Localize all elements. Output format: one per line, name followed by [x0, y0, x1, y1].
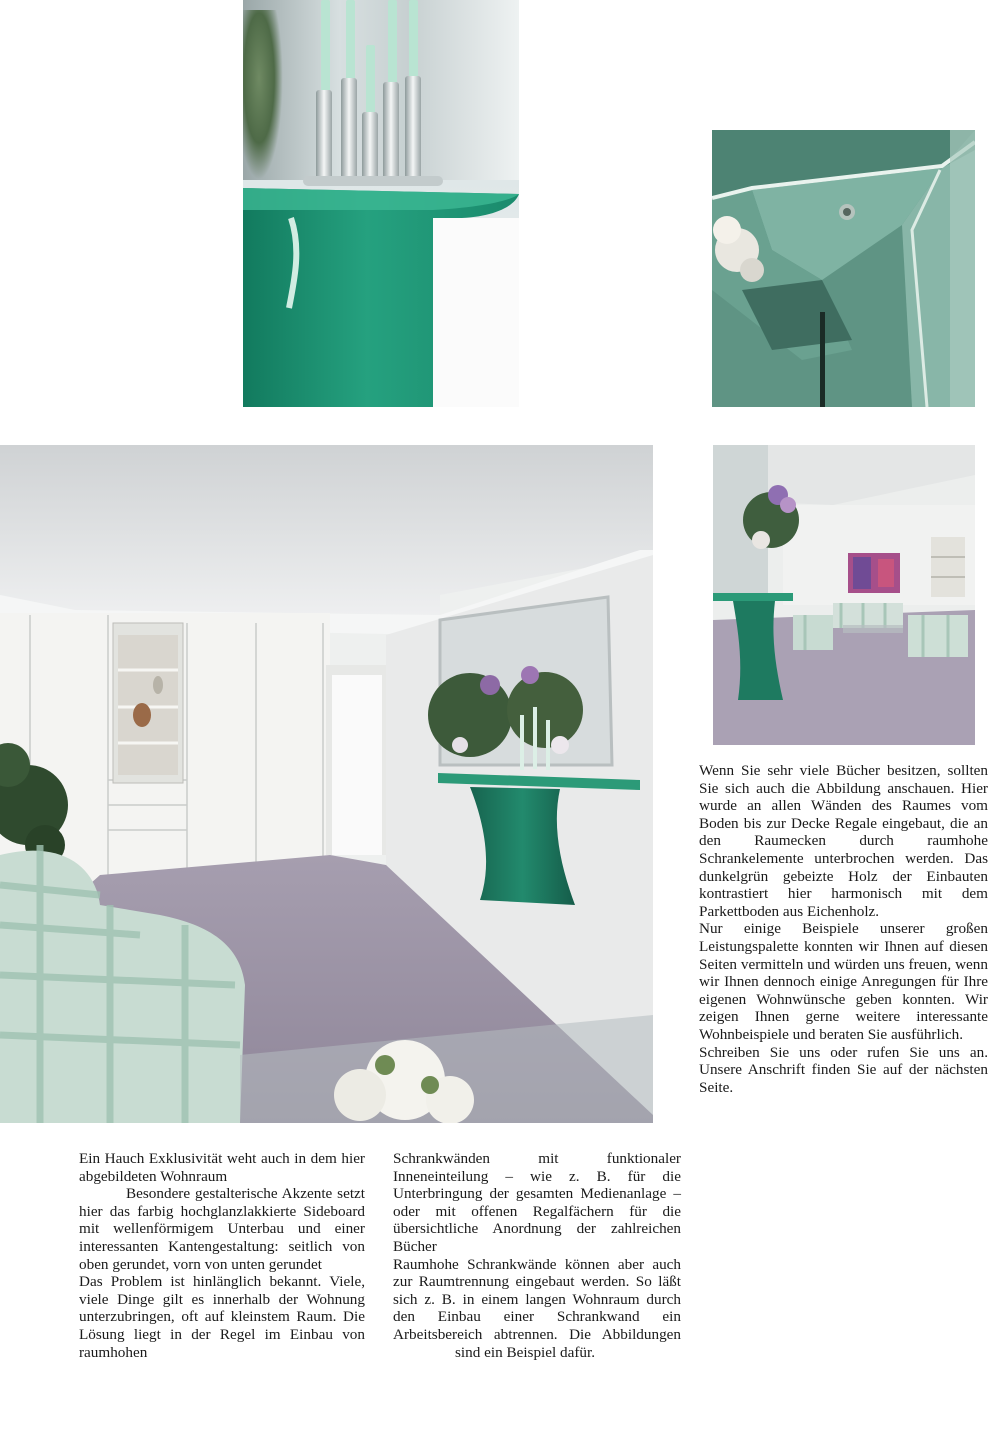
- candle-holder: [405, 76, 421, 184]
- paragraph-sideboard: Besondere gestalterische Akzente setzt hier das farbig hochglanzlakkierte Sideboard mit wellenförmigem Unterbau und einer interessanten Kantengestaltung: seitlich von oben gerundet, vorn von unten gerundet: [79, 1185, 365, 1273]
- text-column-middle: [393, 1150, 681, 1361]
- mirror-reflection: [243, 0, 519, 180]
- paragraph-wardrobes: Schrankwänden mit funktionaler Inneneinteilung – wie z. B. für die Unterbringung der gesamten Medienanlage – oder mit offenen Regalfächern für die übersichtliche Anordnung der zahlreichen Bücher: [393, 1150, 681, 1255]
- small-room-illustration: [713, 445, 975, 745]
- text-column-left: [79, 1150, 365, 1361]
- candle-holder: [362, 112, 378, 184]
- paragraph-room-division: [393, 1256, 681, 1362]
- paragraph-problem: Das Problem ist hinlänglich bekannt. Viele, viele Dinge gilt es innerhalb der Wohnung unterzubringen, oft auf kleinstem Raum. Die Lösung liegt in der Regel im Einbau von raumhohen: [79, 1273, 365, 1361]
- ceiling-corner-illustration: [712, 130, 975, 407]
- plant: [243, 10, 283, 180]
- photo-small-room: [713, 445, 975, 745]
- lacquered-sideboard: [243, 188, 519, 407]
- candle: [366, 45, 375, 115]
- living-room-illustration: [0, 445, 653, 1123]
- candle-holder: [341, 78, 357, 183]
- room-division-text: Raumhohe Schrankwände können aber auch zur Raumtrennung eingebaut werden. So läßt sich z. B. in einem langen Wohnraum durch den Einbau einer Schrankwand ein Arbeitsbereich abtrennen. Die Abbildungen: [393, 1255, 681, 1343]
- candle: [388, 0, 397, 85]
- room-division-end: sind ein Beispiel dafür.: [455, 1343, 596, 1361]
- candle-holder: [316, 90, 332, 185]
- paragraph-contact: Schreiben Sie uns oder rufen Sie uns an. Unsere Anschrift finden Sie auf der nächsten Seite.: [699, 1043, 988, 1096]
- candle: [321, 0, 330, 95]
- photo-sideboard-detail: [243, 0, 519, 407]
- photo-living-room: [0, 445, 653, 1123]
- photo-ceiling-corner: [712, 130, 975, 407]
- candle-base: [303, 176, 443, 186]
- candle-holder: [383, 82, 399, 184]
- text-column-right: [699, 762, 988, 1096]
- paragraph-books: Wenn Sie sehr viele Bücher besitzen, sollten Sie sich auch die Abbildung anschauen. Hier wurde an allen Wänden des Raumes vom Boden bis zur Decke Regale eingebaut, die an den Raumecken durch raumhohe Schrankelemente unterbrochen werden. Das dunkelgrün gebeizte Holz der Einbauten kontrastiert hier harmonisch mit dem Parkettboden aus Eichenholz.: [699, 762, 988, 920]
- candle: [346, 0, 355, 80]
- candle: [409, 0, 418, 78]
- paragraph-intro: Ein Hauch Exklusivität weht auch in dem hier abgebildeten Wohnraum: [79, 1150, 365, 1185]
- paragraph-examples: Nur einige Beispiele unserer großen Leistungspalette konnten wir Ihnen auf diesen Seiten vermitteln und würden uns freuen, wenn wir Ihnen dennoch einige Anregungen für Ihre eigenen Wohnwünsche geben konnten. Wir zeigen Ihnen gerne weitere interessante Wohnbeispiele und beraten Sie ausführlich.: [699, 920, 988, 1043]
